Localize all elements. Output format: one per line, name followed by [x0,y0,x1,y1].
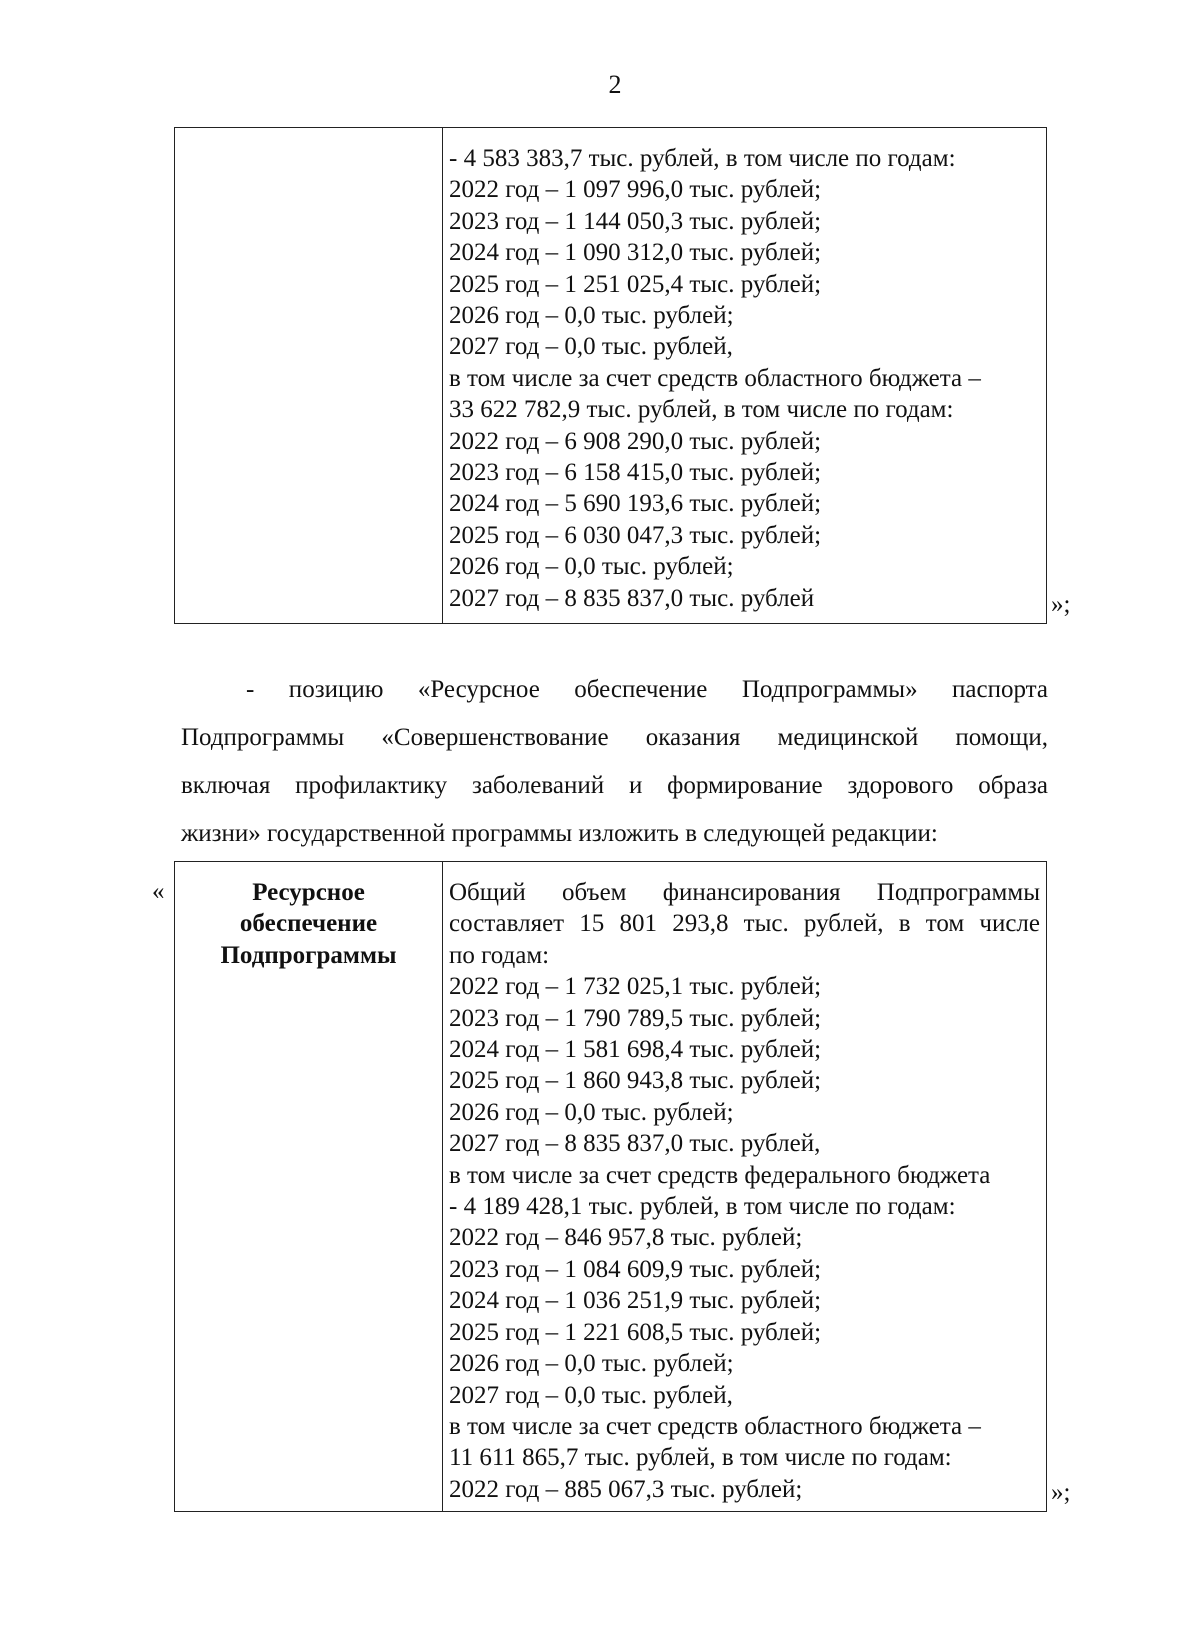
table2-line: Общий объем финансирования Подпрограммы [449,879,1040,906]
table2-line: в том числе за счет средств федерального бюджета [449,1161,991,1189]
table2-line: 2022 год – 846 957,8 тыс. рублей; [449,1224,803,1252]
table2-line: 2024 год – 1 581 698,4 тыс. рублей; [449,1036,822,1064]
table2-line: по годам: [449,941,550,969]
table1-line: 2026 год – 0,0 тыс. рублей; [449,553,734,581]
resource-table-continuation [174,127,1047,624]
table1-line: 2024 год – 5 690 193,6 тыс. рублей; [449,490,822,518]
resource-heading-line: обеспечение [239,910,378,938]
table2-line: 2023 год – 1 084 609,9 тыс. рублей; [449,1255,822,1283]
table1-line: 2022 год – 1 097 996,0 тыс. рублей; [449,176,822,204]
table1-line: в том числе за счет средств областного бюджета – [449,364,981,392]
table2-right-cell [443,862,1047,1512]
table2-line: 2027 год – 8 835 837,0 тыс. рублей, [449,1130,821,1158]
paragraph-line: жизни» государственной программы изложить в следующей редакции: [181,820,938,847]
table1-line: 2026 год – 0,0 тыс. рублей; [449,302,734,330]
instruction-paragraph [181,666,1048,858]
table2-line: 2023 год – 1 790 789,5 тыс. рублей; [449,1004,822,1032]
table2-line: 2024 год – 1 036 251,9 тыс. рублей; [449,1287,822,1315]
table2-line: в том числе за счет средств областного бюджета – [449,1412,981,1440]
table1-line: 2027 год – 0,0 тыс. рублей, [449,333,733,361]
table2-line: 2022 год – 1 732 025,1 тыс. рублей; [449,973,822,1001]
paragraph-line: Подпрограммы «Совершенствование оказания медицинской помощи, [181,724,1048,751]
table1-line: 2023 год – 6 158 415,0 тыс. рублей; [449,459,822,487]
paragraph-line: - позицию «Ресурсное обеспечение Подпрограммы» паспорта [246,676,1048,703]
table1-right-cell [443,128,1047,624]
table1-line: - 4 583 383,7 тыс. рублей, в том числе по годам: [449,145,956,172]
page-number: 2 [608,70,622,99]
table1-line: 2024 год – 1 090 312,0 тыс. рублей; [449,239,822,267]
table1-line: 2025 год – 1 251 025,4 тыс. рублей; [449,270,822,298]
resource-heading-line: Подпрограммы [220,941,397,969]
table1-left-cell [175,128,443,624]
table1-line: 2027 год – 8 835 837,0 тыс. рублей [449,584,815,612]
table2-line: - 4 189 428,1 тыс. рублей, в том числе по годам: [449,1193,956,1221]
closing-quote: »; [1051,1479,1071,1506]
table2-line: 11 611 865,7 тыс. рублей, в том числе по годам: [449,1444,952,1472]
table2-line: 2026 год – 0,0 тыс. рублей; [449,1098,734,1126]
table1-line: 2023 год – 1 144 050,3 тыс. рублей; [449,207,822,235]
resource-heading-line: Ресурсное [252,879,365,906]
resource-table [174,861,1047,1512]
table2-line: 2027 год – 0,0 тыс. рублей, [449,1381,733,1409]
table2-line: 2025 год – 1 860 943,8 тыс. рублей; [449,1067,822,1095]
table1-line: 2025 год – 6 030 047,3 тыс. рублей; [449,521,822,549]
table2-line: 2022 год – 885 067,3 тыс. рублей; [449,1475,803,1503]
opening-quote: « [152,878,165,905]
resource-heading [175,862,442,971]
table2-line: 2025 год – 1 221 608,5 тыс. рублей; [449,1318,822,1346]
table2-line: 2026 год – 0,0 тыс. рублей; [449,1350,734,1378]
table2-left-cell [175,862,443,1512]
table1-line: 33 622 782,9 тыс. рублей, в том числе по годам: [449,396,954,424]
table1-line: 2022 год – 6 908 290,0 тыс. рублей; [449,427,822,455]
closing-quote: »; [1051,591,1071,618]
table2-line: составляет 15 801 293,8 тыс. рублей, в том числе [449,910,1040,938]
paragraph-line: включая профилактику заболеваний и формирование здорового образа [181,772,1048,799]
